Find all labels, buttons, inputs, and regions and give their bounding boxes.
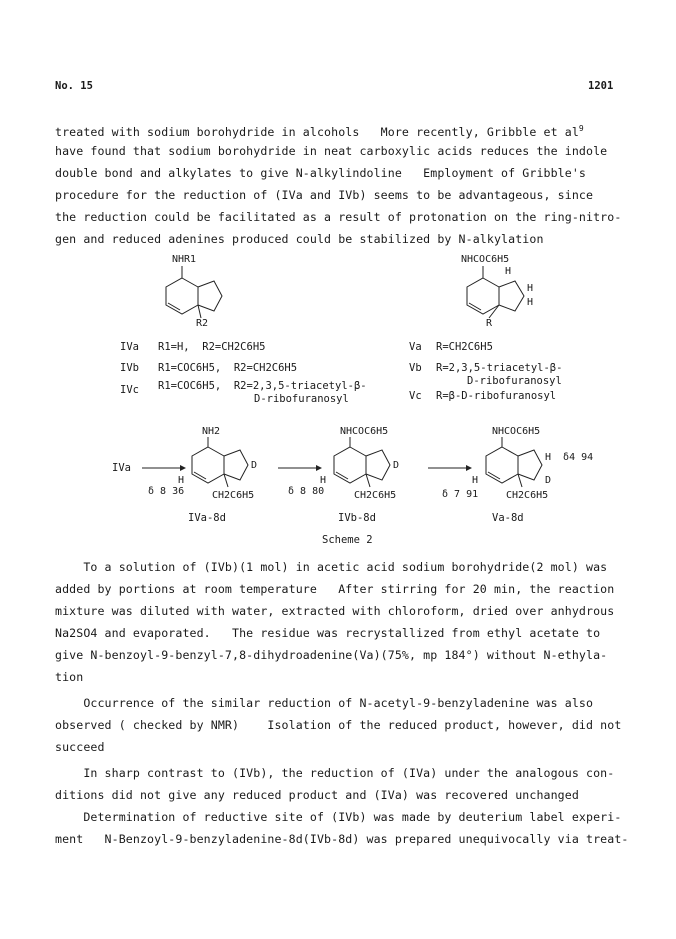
paragraph-2 xyxy=(55,556,625,688)
text-line: treated with sodium borohydride in alcohols More recently, Gribble et al xyxy=(55,124,579,139)
text-line: gen and reduced adenines produced could be stabilized by N-alkylation xyxy=(55,232,544,246)
paragraph-5 xyxy=(55,806,629,850)
scheme-2-top: NHCOC6H5 xyxy=(340,426,389,437)
compound-substituents: R1=COC6H5, R2=CH2C6H5 xyxy=(158,362,298,374)
text-line: In sharp contrast to (IVb), the reduction of (IVa) under the analogous con- xyxy=(55,766,615,780)
scheme-3-h: H xyxy=(472,475,479,486)
text-line: Determination of reductive site of (IVb) was made by deuterium label experi- xyxy=(55,810,622,824)
substituent-nhcoc6h5: NHCOC6H5 xyxy=(461,254,510,265)
page-number: 1201 xyxy=(588,80,614,92)
substituent-nhr1: NHR1 xyxy=(172,254,197,265)
text-line: Na2SO4 and evaporated. The residue was recrystallized from ethyl acetate to xyxy=(55,626,601,640)
arrowhead-3 xyxy=(466,465,472,471)
scheme-1-bottom: CH2C6H5 xyxy=(212,490,255,501)
scheme-3-label: Va-8d xyxy=(492,512,524,524)
arrowhead-2 xyxy=(316,465,322,471)
scheme-2-bottom: CH2C6H5 xyxy=(354,490,397,501)
text-line: succeed xyxy=(55,740,105,754)
text-line: To a solution of (IVb)(1 mol) in acetic acid sodium borohydride(2 mol) was xyxy=(55,560,608,574)
scheme-1-label: IVa-8d xyxy=(188,512,226,524)
scheme-1-top: NH2 xyxy=(202,426,221,437)
scheme-3-bottom: CH2C6H5 xyxy=(506,490,549,501)
scheme-start-label: IVa xyxy=(112,462,131,474)
compound-substituents-cont: D-ribofuranosyl xyxy=(467,375,562,387)
text-line: observed ( checked by NMR) Isolation of the reduced product, however, did not xyxy=(55,718,622,732)
scheme-ring-3 xyxy=(486,437,542,487)
compound-substituents: R=β-D-ribofuranosyl xyxy=(436,390,557,402)
compound-substituents-cont: D-ribofuranosyl xyxy=(254,393,349,405)
arrowhead-1 xyxy=(180,465,186,471)
scheme-ring-2 xyxy=(334,437,390,487)
text-line: ditions did not give any reduced product and (IVa) was recovered unchanged xyxy=(55,788,579,802)
text-line: tion xyxy=(55,670,84,684)
scheme-3-h-shift: H δ4 94 xyxy=(545,452,594,463)
hydrogen-label: H xyxy=(527,297,534,308)
journal-issue: No. 15 xyxy=(55,80,93,92)
dihydropurine-ring-v xyxy=(467,266,524,318)
scheme-ring-1 xyxy=(192,437,248,487)
text-line: have found that sodium borohydride in neat carboxylic acids reduces the indole xyxy=(55,144,608,158)
scheme-1-h: H xyxy=(178,475,185,486)
compound-substituents: R1=H, R2=CH2C6H5 xyxy=(158,341,266,353)
hydrogen-label: H xyxy=(527,283,534,294)
scheme-1-shift: δ 8 36 xyxy=(148,486,185,497)
hydrogen-label: H xyxy=(505,266,512,277)
compound-substituents: R=CH2C6H5 xyxy=(436,341,493,353)
paragraph-4 xyxy=(55,762,625,806)
text-line: give N-benzoyl-9-benzyl-7,8-dihydroadenine(Va)(75%, mp 184°) without N-ethyla- xyxy=(55,648,608,662)
compound-id: Vc xyxy=(409,390,422,402)
scheme-3-shift: δ 7 91 xyxy=(442,489,479,500)
text-line: mixture was diluted with water, extracted with chloroform, dried over anhydrous xyxy=(55,604,615,618)
text-line: double bond and alkylates to give N-alkylindoline Employment of Gribble's xyxy=(55,166,587,180)
scheme-2-h: H xyxy=(320,475,327,486)
scheme-2-label: IVb-8d xyxy=(338,512,376,524)
paragraph-3 xyxy=(55,692,625,758)
scheme-2-d: D xyxy=(393,460,400,471)
substituent-r2: R2 xyxy=(196,318,209,329)
scheme-title: Scheme 2 xyxy=(322,534,373,546)
text-line: procedure for the reduction of (IVa and IVb) seems to be advantageous, since xyxy=(55,188,594,202)
compound-id: IVc xyxy=(120,384,139,396)
compound-id: Vb xyxy=(409,362,422,374)
compound-substituents: R=2,3,5-triacetyl-β- xyxy=(436,362,563,374)
text-line: added by portions at room temperature After stirring for 20 min, the reaction xyxy=(55,582,615,596)
scheme-1-d: D xyxy=(251,460,258,471)
compound-id: IVb xyxy=(120,362,139,374)
text-line: Occurrence of the similar reduction of N-acetyl-9-benzyladenine was also xyxy=(55,696,594,710)
reference-superscript: 9 xyxy=(578,124,584,133)
scheme-3-d: D xyxy=(545,475,552,486)
compound-substituents: R1=COC6H5, R2=2,3,5-triacetyl-β- xyxy=(158,380,367,392)
compound-id: IVa xyxy=(120,341,139,353)
compound-id: Va xyxy=(409,341,422,353)
scheme-3-top: NHCOC6H5 xyxy=(492,426,541,437)
scheme-2-shift: δ 8 80 xyxy=(288,486,325,497)
purine-ring-iv xyxy=(166,266,222,318)
text-line: ment N-Benzoyl-9-benzyladenine-8d(IVb-8d) was prepared unequivocally via treat- xyxy=(55,832,629,846)
text-line: the reduction could be facilitated as a result of protonation on the ring-nitro- xyxy=(55,210,622,224)
substituent-r: R xyxy=(486,318,493,329)
